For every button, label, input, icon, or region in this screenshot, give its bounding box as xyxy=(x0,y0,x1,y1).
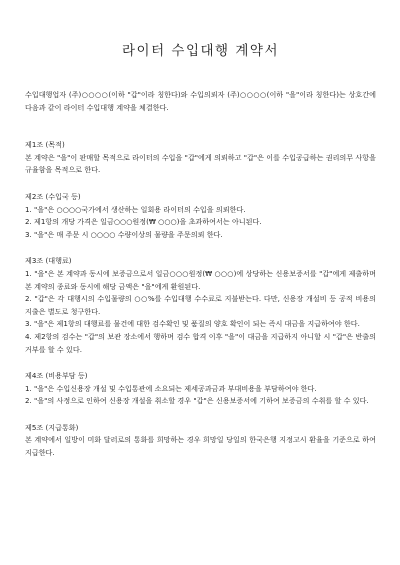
article-heading: 제3조 (대행료) xyxy=(25,256,72,266)
article-clause: 본 계약은 "을"이 판매할 목적으로 라이터의 수입을 "갑"에게 의뢰하고 "갑"은 이를 수입공급하는 권리의무 사항을 규율함을 목적으로 한다. xyxy=(25,152,376,175)
article-clause: 2. "을"의 사정으로 인하여 신용장 개설을 취소할 경우 "갑"은 신용보증서에 기하여 보증금의 수취를 할 수 있다. xyxy=(25,396,369,406)
article-2 xyxy=(25,191,376,241)
article-clause: 1. "을"은 본 계약과 동시에 보증금으로서 일금○○○원정(₩ ○○○)에 상당하는 신용보증서를 "갑"에게 제출하며 본 계약의 종료와 동시에 해당 금액은 "을"에게 환원된다. xyxy=(25,268,376,291)
document-title: 라이터 수입대행 계약서 xyxy=(122,43,279,59)
article-clause: 본 계약에서 일방이 미화 달러로의 통화를 희망하는 경우 희망일 당일의 한국은행 지정고시 환율을 기준으로 하여 지급한다. xyxy=(25,435,376,458)
article-heading: 제5조 (지급통화) xyxy=(25,422,79,432)
article-clause: 1. "을"은 수입신용장 개설 및 수입통관에 소요되는 제세공과금과 부대비용을 부담하여야 한다. xyxy=(25,383,317,393)
article-clause: 2. "갑"은 각 대행시의 수입물량의 ○○%를 수입대행 수수료로 지불받는다. 다만, 신용장 개설비 등 공적 비용의 지출은 별도로 청구한다. xyxy=(25,294,376,316)
article-5 xyxy=(25,422,376,460)
article-clause: 2. 제1항의 개당 가격은 일금○○○원정(₩ ○○○)을 초과하여서는 아니된다. xyxy=(25,217,262,227)
article-clause: 3. "을"은 매 주문 시 ○○○○ 수량이상의 물량을 주문의뢰 한다. xyxy=(25,229,223,239)
article-heading: 제1조 (목적) xyxy=(25,140,65,150)
article-clause: 3. "을"은 제1항의 대행료를 물건에 대한 검수확인 및 품질의 양호 확인이 되는 즉시 대금을 지급하여야 한다. xyxy=(25,319,360,329)
article-clause: 4. 제2항의 검수는 "갑"의 보관 장소에서 행하며 검수 합격 이후 "을"이 대금을 지급하지 아니할 시 "갑"은 반출의 거부를 할 수 있다. xyxy=(25,331,376,354)
intro-paragraph: 수입대행업자 (주)○○○○(이하 "갑"이라 칭한다)와 수입의뢰자 (주)○○○○(이하 "을"이라 칭한다)는 상호간에 다음과 같이 라이터 수입대행 계약을 체결한다. xyxy=(25,90,376,112)
article-clause: 1. "을"은 ○○○○국가에서 생산하는 일회용 라이터의 수입을 의뢰한다. xyxy=(25,204,246,214)
article-4 xyxy=(25,370,376,408)
article-3 xyxy=(25,255,376,356)
article-heading: 제2조 (수입국 등) xyxy=(25,191,81,201)
article-1 xyxy=(25,139,376,177)
article-heading: 제4조 (비용부담 등) xyxy=(25,371,88,381)
